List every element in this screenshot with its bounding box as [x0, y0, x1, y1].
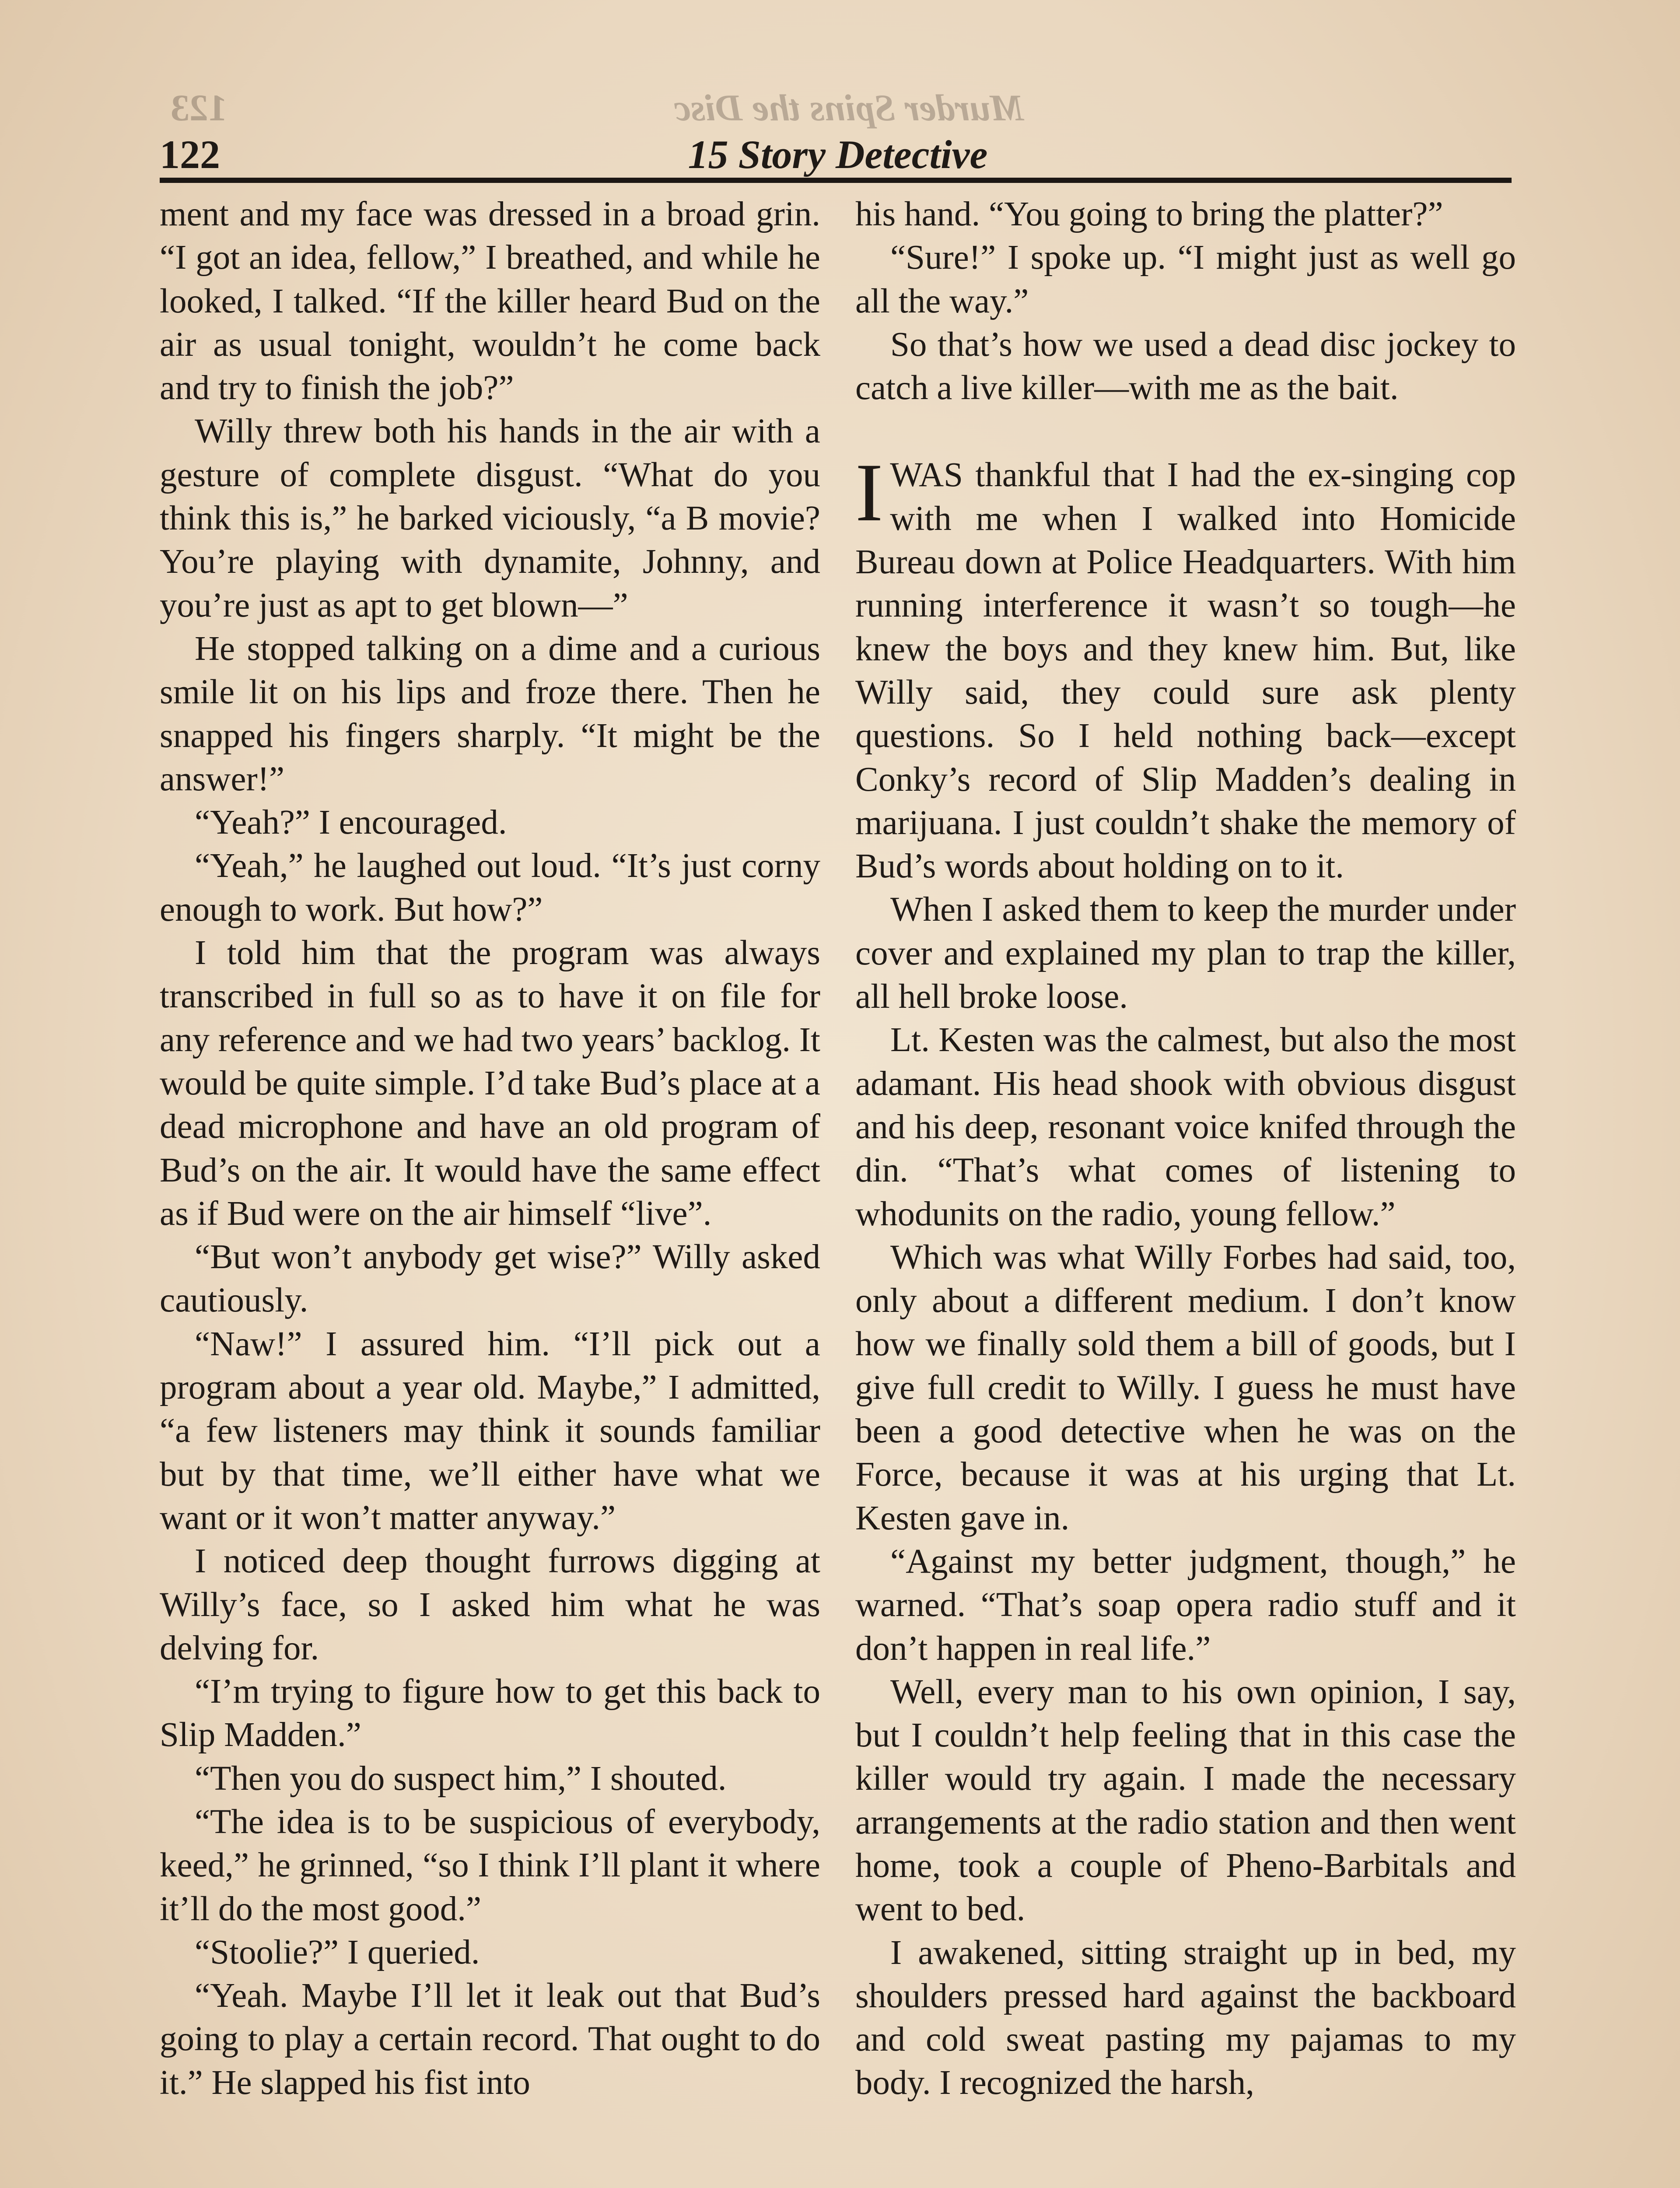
bleed-through-title: Murder Spins the Disc	[673, 87, 1024, 129]
paragraph: I noticed deep thought furrows digging at Willy’s face, so I asked him what he was delving for.	[160, 1542, 820, 1667]
page-number: 122	[160, 132, 220, 177]
paragraph: “I’m trying to figure how to get this back to Slip Madden.”	[160, 1673, 820, 1754]
bleed-through-page-number: 123	[171, 87, 227, 129]
paragraph: Willy threw both his hands in the air with a gesture of complete disgust. “What do you think this is,” he barked viciously, “a B movie? You’re playing with dynamite, Johnny, and you’re just as apt to get blown—”	[160, 412, 820, 624]
paragraph: Which was what Willy Forbes had said, too, only about a different medium. I don’t know how we finally sold them a bill of goods, but I give full credit to Willy. I guess he must have been a good detective when he was on the Force, because it was at his urging that Lt. Kesten gave in.	[855, 1238, 1516, 1537]
paragraph: “But won’t anybody get wise?” Willy asked cautiously.	[160, 1238, 820, 1320]
paragraph: Well, every man to his own opinion, I say, but I couldn’t help feeling that in this case the killer would try again. I made the necessary arrangements at the radio station and then went home, took a couple of Pheno-Barbitals and went to bed.	[855, 1673, 1516, 1929]
paragraph: “Yeah?” I encouraged.	[195, 803, 507, 842]
running-title: 15 Story Detective	[688, 132, 988, 177]
paragraph: “Then you do suspect him,” I shouted.	[195, 1759, 727, 1798]
paragraph: “The idea is to be suspicious of everybody, keed,” he grinned, “so I think I’ll plant it where it’ll do the most good.”	[160, 1802, 820, 1928]
paragraph: “Yeah. Maybe I’ll let it leak out that Bud’s going to play a certain record. That ought to do it.” He slapped his fist into	[160, 1977, 820, 2102]
left-column	[160, 193, 820, 2104]
paragraph: I told him that the program was always transcribed in full so as to have it on file for any reference and we had two years’ backlog. It would be quite simple. I’d take Bud’s place at a dead microphone and have an old program of Bud’s on the air. It would have the same effect as if Bud were on the air himself “live”.	[160, 934, 820, 1233]
drop-cap: I	[855, 447, 883, 539]
paragraph: When I asked them to keep the murder under cover and explained my plan to trap the killer, all hell broke loose.	[855, 891, 1516, 1016]
paragraph: ment and my face was dressed in a broad grin. “I got an idea, fellow,” I breathed, and while he looked, I talked. “If the killer heard Bud on the air as usual tonight, wouldn’t he come back and try to finish the job?”	[160, 195, 820, 407]
section-opening-paragraph	[855, 447, 1516, 888]
header-rule	[160, 178, 1512, 183]
section-opening-text: WAS thankful that I had the ex-singing cop with me when I walked into Homicide Bureau down at Police Headquarters. With him running interference it wasn’t so tough—he knew the boys and they knew him. But, like Willy said, they could sure ask plenty questions. So I held nothing back—except Conky’s record of Slip Madden’s dealing in marijuana. I just couldn’t shake the memory of Bud’s words about holding on to it.	[855, 456, 1516, 886]
section-break	[855, 410, 1516, 453]
paragraph: “Against my better judgment, though,” he warned. “That’s soap opera radio stuff and it don’t happen in real life.”	[855, 1542, 1516, 1668]
paragraph: “Yeah,” he laughed out loud. “It’s just corny enough to work. But how?”	[160, 847, 820, 929]
paragraph: “Sure!” I spoke up. “I might just as well go all the way.”	[855, 238, 1516, 320]
page-header	[160, 127, 1512, 183]
paragraph: So that’s how we used a dead disc jockey to catch a live killer—with me as the bait.	[855, 325, 1516, 407]
paragraph: Lt. Kesten was the calmest, but also the most adamant. His head shook with obvious disgust and his deep, resonant voice knifed through the din. “That’s what comes of listening to whodunits on the radio, young fellow.”	[855, 1021, 1516, 1233]
paragraph: He stopped talking on a dime and a curious smile lit on his lips and froze there. Then he snapped his fingers sharply. “It might be the answer!”	[160, 629, 820, 798]
paragraph: “Naw!” I assured him. “I’ll pick out a program about a year old. Maybe,” I admitted, “a few listeners may think it sounds familiar but by that time, we’ll either have what we want or it won’t matter anyway.”	[160, 1325, 820, 1537]
paragraph: I awakened, sitting straight up in bed, my shoulders pressed hard against the backboard and cold sweat pasting my pajamas to my body. I recognized the harsh,	[855, 1933, 1516, 2102]
paragraph: his hand. “You going to bring the platter?”	[855, 195, 1443, 233]
paragraph: “Stoolie?” I queried.	[195, 1933, 480, 1971]
right-column	[855, 193, 1516, 2105]
